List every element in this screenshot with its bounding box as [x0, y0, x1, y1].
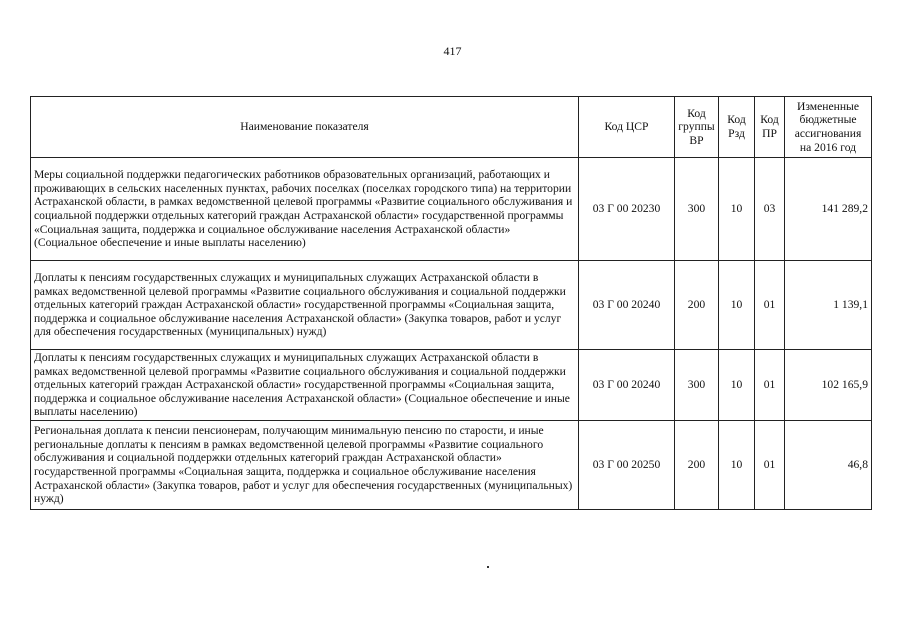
- cell-amount: 141 289,2: [785, 158, 872, 261]
- header-csr: Код ЦСР: [579, 97, 675, 158]
- cell-vr: 200: [675, 421, 719, 510]
- table-row: [31, 158, 872, 261]
- cell-csr: 03 Г 00 20230: [579, 158, 675, 261]
- cell-amount: 102 165,9: [785, 350, 872, 421]
- table-row: [31, 421, 872, 510]
- cell-vr: 300: [675, 158, 719, 261]
- cell-name: Меры социальной поддержки педагогических работников образовательных организаций, работающих и проживающих в сельских населенных пунктах, рабочих поселках (поселках городского типа) на территории Астраханской области, в рамках ведомственной целевой программы «Развитие социального обслуживания и социальной поддержки отдельных категорий граждан Астраханской области» государственной программы «Социальная защита, поддержка и социальное обслуживание населения Астраханской области» (Социальное обеспечение и иные выплаты населению): [31, 158, 579, 261]
- cell-pr: 01: [755, 261, 785, 350]
- cell-name: Региональная доплата к пенсии пенсионерам, получающим минимальную пенсию по старости, и иные региональные доплаты к пенсиям в рамках ведомственной целевой программы «Развитие социального обслуживания и социальной поддержки отдельных категорий граждан Астраханской области» государственной программы «Социальная защита, поддержка и социальное обслуживание населения Астраханской области» (Закупка товаров, работ и услуг для обеспечения государственных (муниципальных) нужд): [31, 421, 579, 510]
- cell-csr: 03 Г 00 20240: [579, 261, 675, 350]
- budget-table: [30, 96, 872, 510]
- cell-vr: 200: [675, 261, 719, 350]
- cell-csr: 03 Г 00 20240: [579, 350, 675, 421]
- cell-pr: 01: [755, 421, 785, 510]
- cell-pr: 03: [755, 158, 785, 261]
- header-amount: Измененные бюджетные ассигнования на 2016 год: [785, 97, 872, 158]
- cell-amount: 1 139,1: [785, 261, 872, 350]
- cell-rzd: 10: [719, 261, 755, 350]
- cell-rzd: 10: [719, 350, 755, 421]
- cell-amount: 46,8: [785, 421, 872, 510]
- cell-rzd: 10: [719, 421, 755, 510]
- table-header-row: [31, 97, 872, 158]
- page-number: 417: [443, 44, 462, 58]
- cell-name: Доплаты к пенсиям государственных служащих и муниципальных служащих Астраханской области в рамках ведомственной целевой программы «Развитие социального обслуживания и социальной поддержки отдельных категорий граждан Астраханской области» государственной программы «Социальная защита, поддержка и социальное обслуживание населения Астраханской области» (Закупка товаров, работ и услуг для обеспечения государственных (муниципальных) нужд): [31, 261, 579, 350]
- cell-vr: 300: [675, 350, 719, 421]
- header-pr: Код ПР: [755, 97, 785, 158]
- table-row: [31, 350, 872, 421]
- header-rzd: Код Рзд: [719, 97, 755, 158]
- cell-pr: 01: [755, 350, 785, 421]
- table-row: [31, 261, 872, 350]
- cell-csr: 03 Г 00 20250: [579, 421, 675, 510]
- cell-rzd: 10: [719, 158, 755, 261]
- scan-artifact-dot: [487, 566, 489, 568]
- header-vr: Код группы ВР: [675, 97, 719, 158]
- header-name: Наименование показателя: [31, 97, 579, 158]
- cell-name: Доплаты к пенсиям государственных служащих и муниципальных служащих Астраханской области в рамках ведомственной целевой программы «Развитие социального обслуживания и социальной поддержки отдельных категорий граждан Астраханской области» государственной программы «Социальная защита, поддержка и социальное обслуживание населения Астраханской области» (Социальное обеспечение и иные выплаты населению): [31, 350, 579, 421]
